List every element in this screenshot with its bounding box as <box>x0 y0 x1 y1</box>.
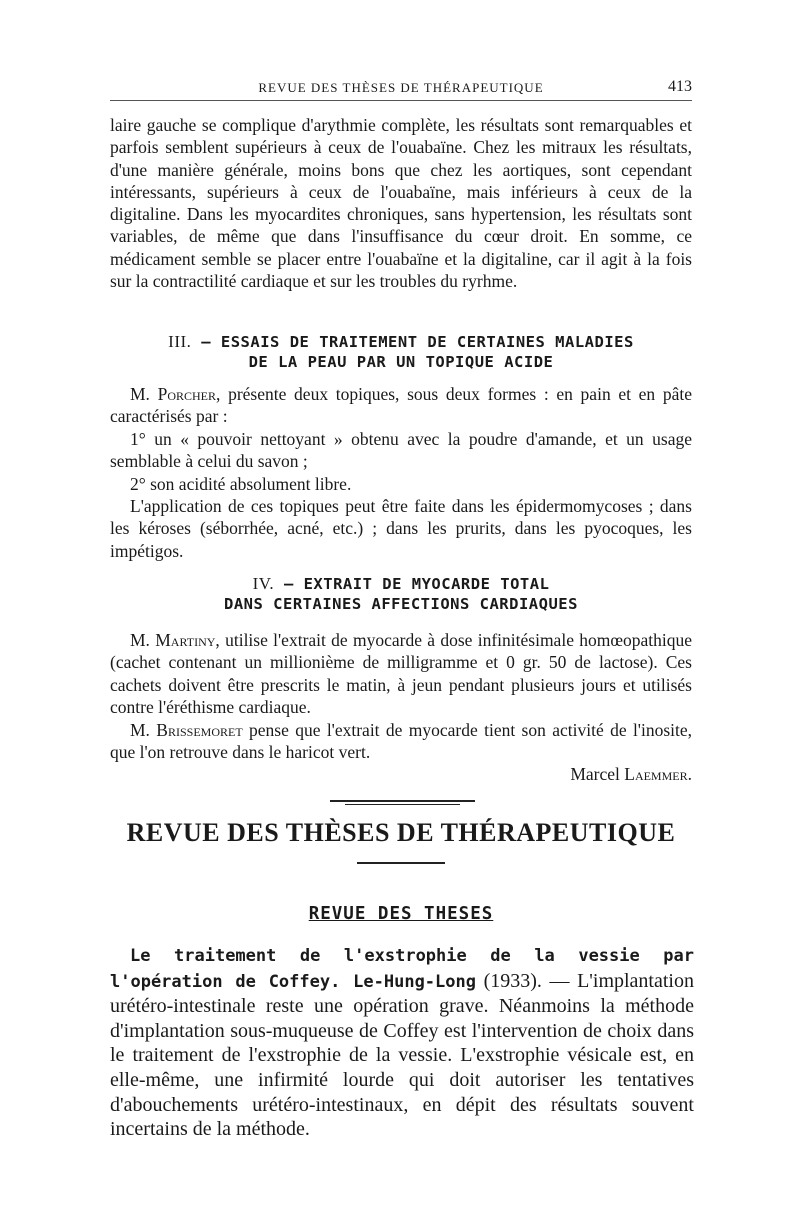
thesis-year: (1933). — <box>475 969 578 992</box>
page-number: 413 <box>668 78 692 95</box>
section-3-title-line1: — ESSAIS DE TRAITEMENT DE CERTAINES MALADIES <box>201 333 634 351</box>
author-name: Brissemoret <box>156 720 243 740</box>
section-3-paragraph-3: 2° son acidité absolument libre. <box>130 474 352 494</box>
paragraph-text: , utilise l'extrait de myocarde à dose infinitésimale homœopathique (cachet contenant un millionième de milligramme et 0 gr. 50 de lactose). Ces cachets doivent être prescrits le matin, à jeun pendant plusieurs jours et utilisés contre l'éréthisme cardiaque. <box>110 630 693 717</box>
prefix: M. <box>130 630 150 650</box>
author-name: Porcher <box>157 384 217 404</box>
section-3-title-line2: DE LA PEAU PAR UN TOPIQUE ACIDE <box>248 353 554 371</box>
section-3-numeral: III. <box>168 332 192 351</box>
section-3-heading <box>110 332 692 372</box>
section-4-numeral: IV. <box>252 574 275 593</box>
paragraph-text: , présente deux topiques, sous deux formes : en pain et en pâte caractérisés par : <box>110 384 692 427</box>
section-4-paragraph-1 <box>110 629 692 718</box>
section-3-paragraph-2: 1° un « pouvoir nettoyant » obtenu avec la poudre d'amande, et un usage semblable à celui du savon ; <box>110 429 692 472</box>
thesis-title: Le traitement de l'exstrophie de la vessie par l'opération de Coffey. Le-Hung-Long <box>110 946 694 992</box>
thesis-text: L'implantation urétéro-intestinale reste une opération grave. Néanmoins la méthode d'implantation sous-muqueuse de Coffey est l'intervention de choix dans le traitement de l'exstrophie de la vessie. L'exstrophie vésicale est, en elle-même, une infirmité lourde qui doit autoriser les tentatives d'abouchements urétéro-intestinaux, en dépit des résultats souvent incertains de la méthode. <box>110 969 694 1141</box>
section-4-paragraph-2 <box>110 719 692 764</box>
signature-last-name: Laemmer. <box>624 764 692 784</box>
running-title: REVUE DES THÈSES DE THÉRAPEUTIQUE <box>258 80 544 95</box>
section-4-title-line2: DANS CERTAINES AFFECTIONS CARDIAQUES <box>224 595 578 613</box>
intro-paragraph: laire gauche se complique d'arythmie complète, les résultats sont remarquables et parfois semblent supérieurs à ceux de l'ouabaïne. Chez les mitraux les résultats, d'une manière générale, moins bons que chez les aortiques, sont cependant intéressants, supérieurs à ceux de l'ouabaïne, mais inférieurs à ceux de la digitaline. Dans les myocardites chroniques, sans hypertension, les résultats sont variables, de même que dans l'insuffisance du cœur droit. En somme, ce médicament semble se placer entre l'ouabaïne et la digitaline, car il agit à la fois sur la contractilité cardiaque et sur les troubles du ryrhme. <box>110 115 692 292</box>
section-3-paragraph-4: L'application de ces topiques peut être faite dans les épidermomycoses ; dans les kéroses (séborrhée, acné, etc.) ; dans les prurits, dans les pyocoques, les impétigos. <box>110 496 692 561</box>
prefix: M. <box>130 384 150 404</box>
section-4-heading <box>110 574 692 614</box>
ornamental-rule <box>330 800 475 802</box>
author-name: Martiny <box>155 630 216 650</box>
running-header <box>110 78 692 101</box>
title-underline <box>357 862 445 864</box>
signature <box>570 764 692 785</box>
thesis-paragraph <box>110 943 694 1142</box>
signature-first-name: Marcel <box>570 764 620 784</box>
prefix: M. <box>130 720 150 740</box>
main-title: REVUE DES THÈSES DE THÉRAPEUTIQUE <box>126 818 676 847</box>
section-4-title-line1: — EXTRAIT DE MYOCARDE TOTAL <box>283 575 550 593</box>
paragraph-text: pense que l'extrait de myocarde tient son activité de l'inosite, que l'on retrouve dans le haricot vert. <box>110 720 692 763</box>
ornamental-rule-thin <box>345 804 460 805</box>
subtitle: REVUE DES THESES <box>308 904 494 924</box>
section-3-paragraph-1 <box>110 383 692 428</box>
